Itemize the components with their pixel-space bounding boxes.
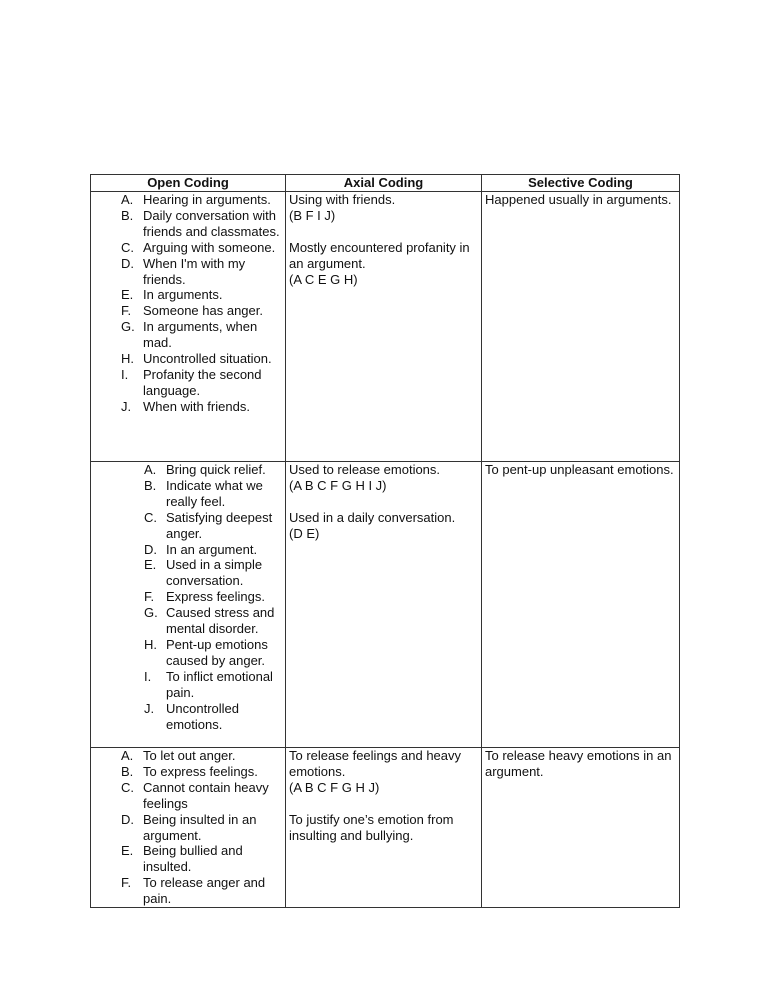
table-row [91, 462, 680, 748]
table-row [91, 748, 680, 908]
list-item-text: Hearing in arguments. [143, 192, 271, 207]
list-item-text: Express feelings. [166, 589, 265, 605]
list-item-text: When with friends. [143, 398, 250, 414]
list-item [94, 462, 282, 478]
axial-line: To release feelings and heavy emotions. [289, 748, 462, 779]
list-item [94, 240, 282, 256]
list-marker: J. [144, 700, 155, 716]
axial-coding-cell [286, 462, 482, 748]
list-item-text: Someone has anger. [143, 303, 263, 319]
list-marker: F. [121, 303, 132, 319]
list-marker: F. [144, 589, 155, 605]
list-item [94, 510, 282, 542]
list-item [94, 319, 282, 351]
spacer [289, 796, 478, 812]
list-marker: B. [144, 477, 157, 493]
list-marker: A. [144, 462, 157, 477]
list-item-text: Uncontrolled emotions. [166, 700, 239, 732]
selective-coding-cell [482, 748, 680, 908]
list-item [94, 875, 282, 907]
list-item-text: Satisfying deepest anger. [166, 509, 273, 541]
open-coding-cell [91, 462, 286, 748]
list-item [94, 669, 282, 701]
axial-coding-cell [286, 192, 482, 462]
list-item [94, 637, 282, 669]
list-item [94, 542, 282, 558]
list-item [94, 192, 282, 208]
list-marker: G. [121, 319, 135, 335]
list-marker: E. [121, 287, 134, 303]
selective-line: To pent-up unpleasant emotions. [485, 462, 674, 477]
list-item-text: Arguing with someone. [143, 239, 276, 255]
list-item-text: Used in a simple conversation. [166, 557, 263, 589]
list-marker: I. [144, 668, 152, 684]
table-row [91, 192, 680, 462]
list-item-text: In arguments, when mad. [143, 319, 258, 351]
list-item [94, 367, 282, 399]
list-item [94, 843, 282, 875]
list-item-text: Bring quick relief. [166, 462, 266, 477]
list-marker: B. [121, 763, 134, 779]
list-item [94, 812, 282, 844]
selective-coding-cell [482, 462, 680, 748]
list-marker: C. [144, 509, 157, 525]
list-item-text: Profanity the second language. [143, 366, 262, 398]
list-marker: C. [121, 239, 134, 255]
axial-line: (B F I J) [289, 207, 336, 223]
open-coding-list [94, 192, 282, 415]
list-item [94, 287, 282, 303]
list-marker: H. [144, 636, 157, 652]
header-axial-coding: Axial Coding [286, 175, 482, 192]
axial-line: Using with friends. [289, 192, 396, 207]
list-item [94, 256, 282, 288]
list-marker: G. [144, 605, 158, 621]
list-marker: D. [121, 811, 134, 827]
selective-coding-cell [482, 192, 680, 462]
list-marker: D. [144, 541, 157, 557]
list-marker: C. [121, 779, 134, 795]
list-item-text: When I'm with my friends. [143, 255, 246, 287]
axial-line: Used in a daily conversation. [289, 509, 456, 525]
list-item-text: Indicate what we really feel. [166, 477, 263, 509]
list-item-text: To release anger and pain. [143, 875, 266, 907]
list-item [94, 557, 282, 589]
list-item [94, 351, 282, 367]
list-item [94, 748, 282, 764]
open-coding-cell [91, 748, 286, 908]
selective-line: To release heavy emotions in an argument. [485, 748, 672, 779]
list-marker: A. [121, 748, 134, 763]
list-item-text: Uncontrolled situation. [143, 351, 272, 367]
axial-line: (A B C F G H I J) [289, 477, 387, 493]
list-item [94, 399, 282, 415]
list-marker: B. [121, 207, 134, 223]
list-marker: E. [144, 557, 157, 573]
selective-line: Happened usually in arguments. [485, 192, 672, 207]
list-item-text: Caused stress and mental disorder. [166, 605, 275, 637]
list-item-text: Being bullied and insulted. [143, 843, 243, 875]
axial-line: To justify one’s emotion from insulting and bullying. [289, 811, 454, 843]
list-item [94, 303, 282, 319]
open-coding-cell [91, 192, 286, 462]
open-coding-list [94, 462, 282, 732]
list-marker: J. [121, 398, 132, 414]
axial-line: (A B C F G H J) [289, 779, 380, 795]
axial-line: Used to release emotions. [289, 462, 441, 477]
list-item [94, 208, 282, 240]
header-selective-coding: Selective Coding [482, 175, 680, 192]
list-item-text: Daily conversation with friends and classmates. [143, 207, 280, 239]
list-item [94, 764, 282, 780]
open-coding-list [94, 748, 282, 907]
list-item-text: In arguments. [143, 287, 223, 303]
header-open-coding: Open Coding [91, 175, 286, 192]
list-marker: H. [121, 351, 134, 367]
list-item-text: Cannot contain heavy feelings [143, 779, 269, 811]
spacer [289, 494, 478, 510]
axial-line: (D E) [289, 525, 320, 541]
list-item [94, 605, 282, 637]
list-item-text: Pent-up emotions caused by anger. [166, 636, 268, 668]
list-item-text: To express feelings. [143, 763, 258, 779]
list-item-text: In an argument. [166, 541, 258, 557]
axial-line: Mostly encountered profanity in an argument. [289, 239, 470, 271]
list-item [94, 701, 282, 733]
list-item-text: To let out anger. [143, 748, 236, 763]
list-marker: E. [121, 843, 134, 859]
list-item [94, 478, 282, 510]
list-marker: D. [121, 255, 134, 271]
spacer [289, 224, 478, 240]
header-row [91, 175, 680, 192]
list-item-text: Being insulted in an argument. [143, 811, 257, 843]
list-item-text: To inflict emotional pain. [166, 668, 273, 700]
coding-table [90, 174, 680, 908]
list-marker: A. [121, 192, 134, 207]
axial-line: (A C E G H) [289, 271, 358, 287]
axial-coding-cell [286, 748, 482, 908]
list-marker: I. [121, 366, 129, 382]
list-item [94, 780, 282, 812]
list-marker: F. [121, 875, 132, 891]
list-item [94, 589, 282, 605]
